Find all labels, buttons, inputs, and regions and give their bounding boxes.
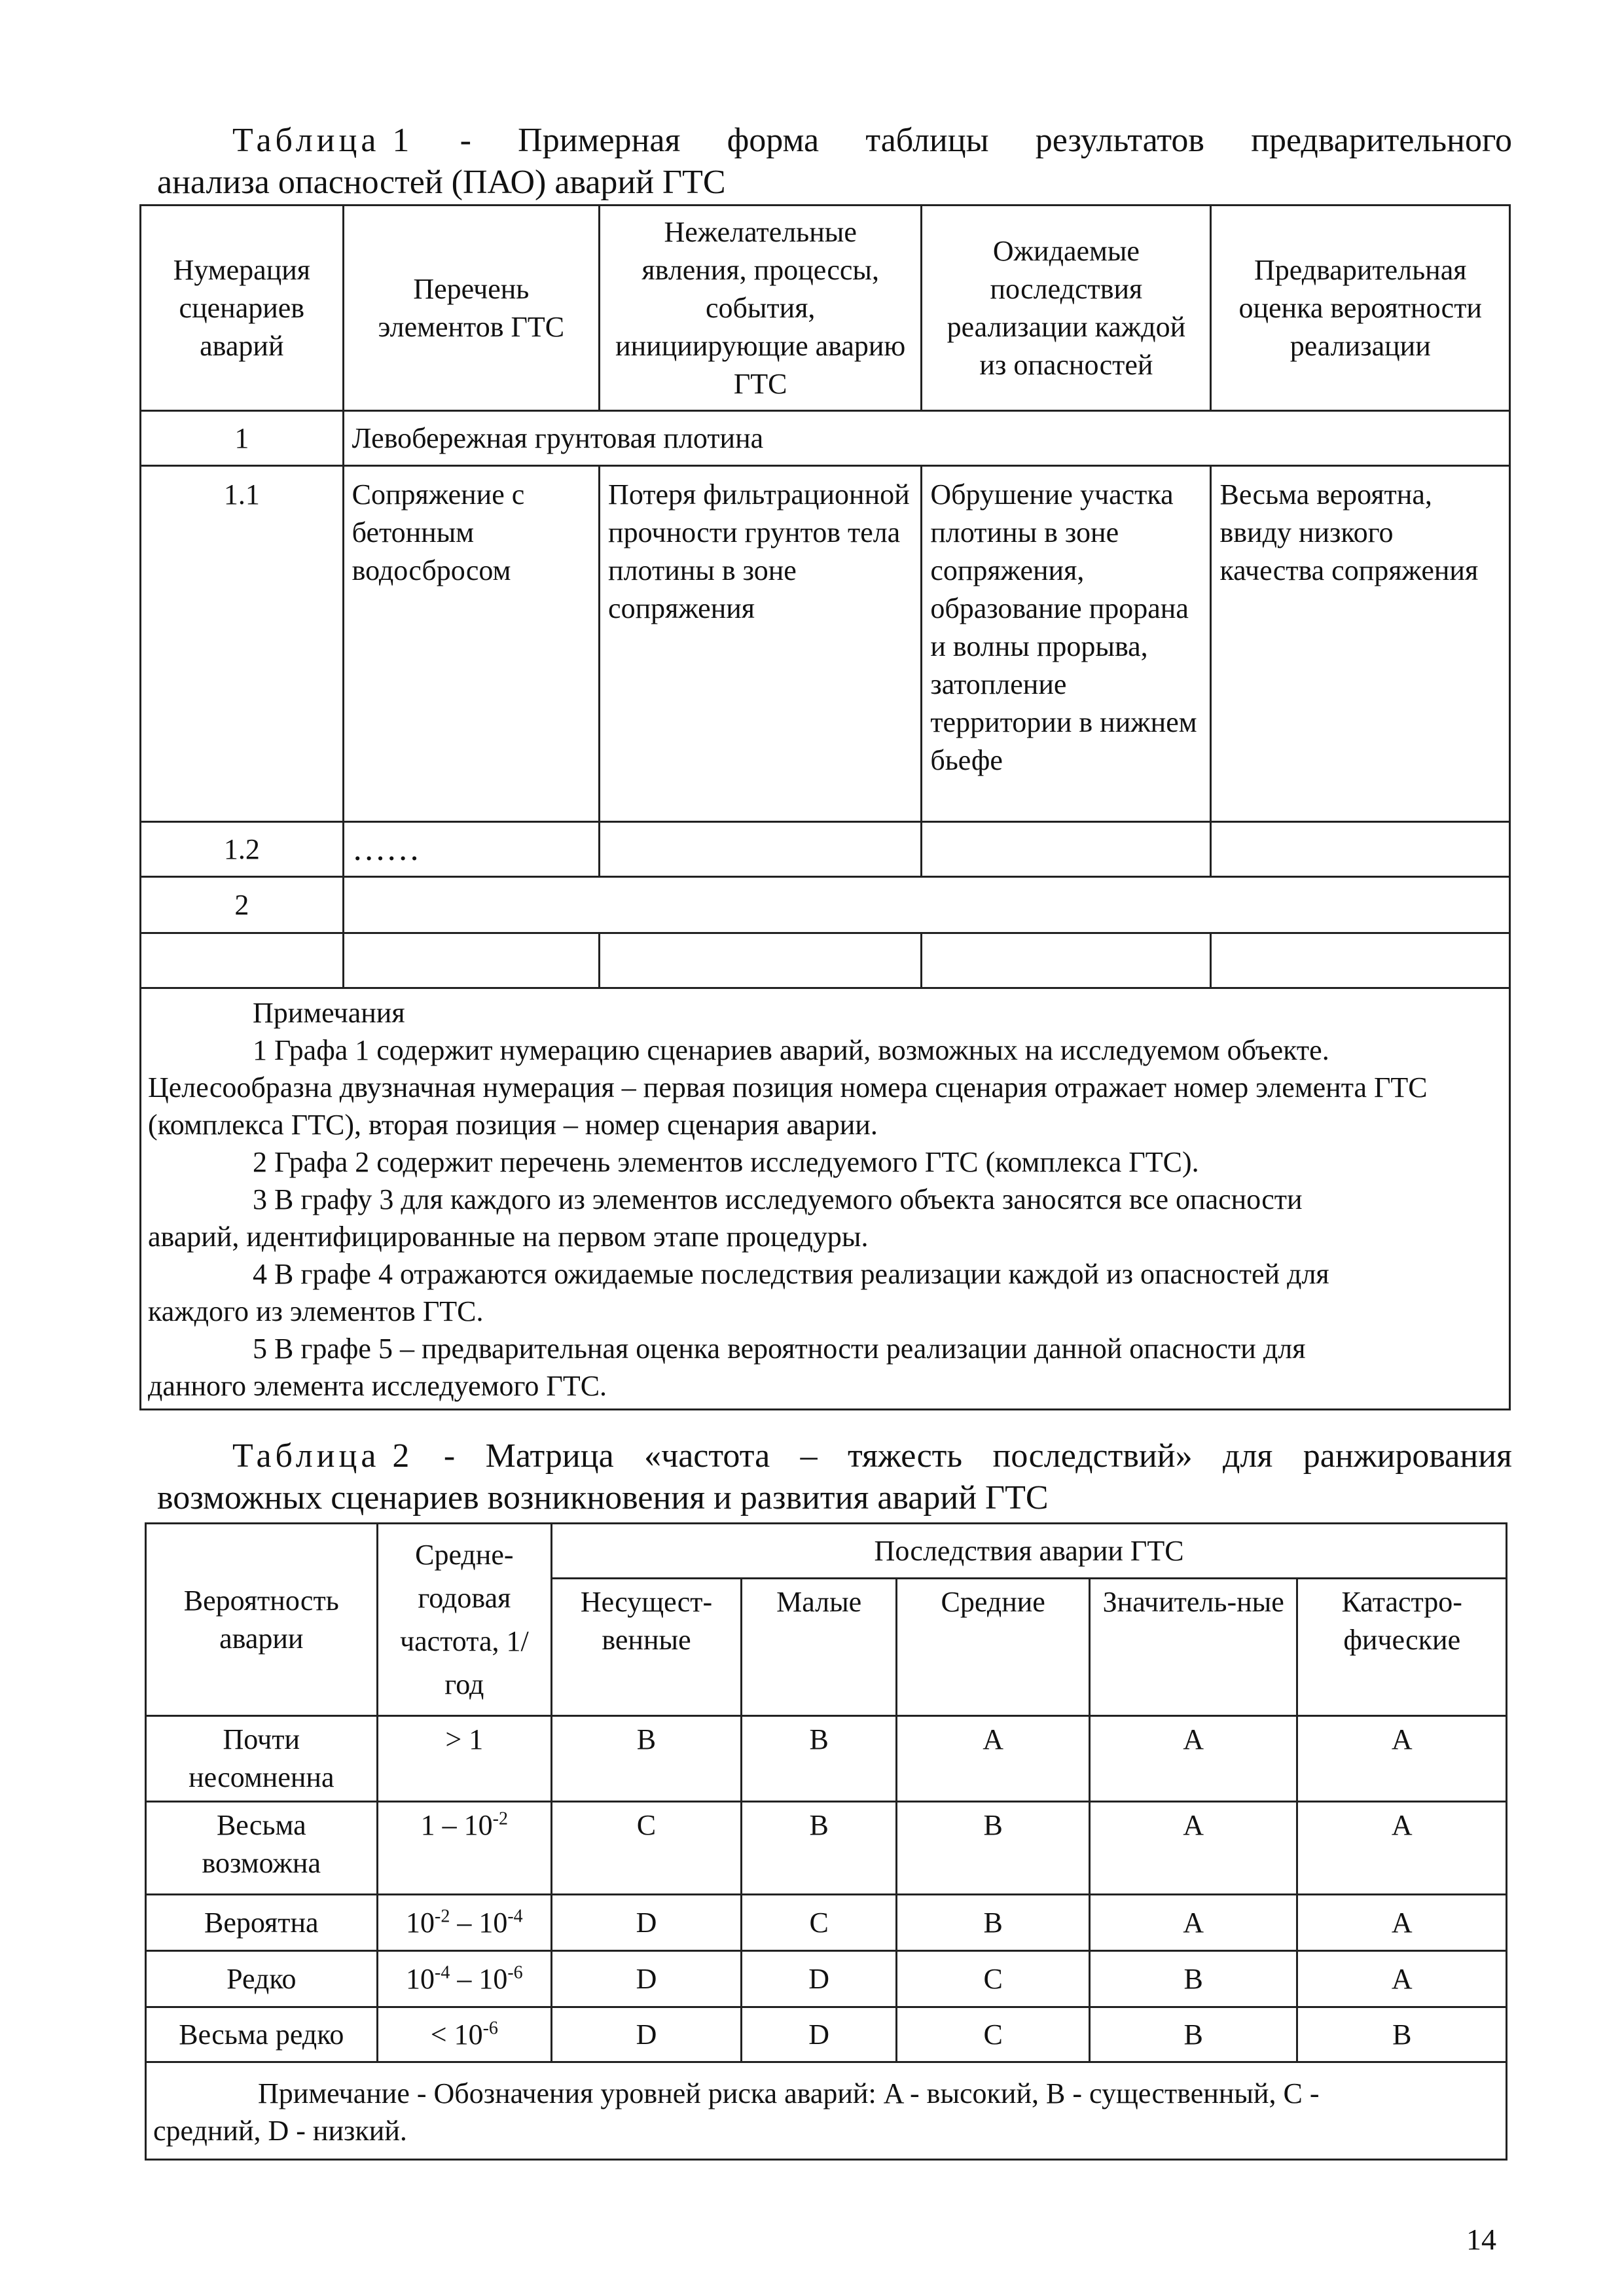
caption-word: - [443, 1437, 456, 1475]
row-number: 1.1 [141, 466, 344, 822]
caption-word: – [800, 1437, 818, 1475]
risk-level-cell: A [1297, 1895, 1507, 1951]
header-cell: Нежелательные явления, процессы, события, инициирующие аварию ГТС [600, 206, 922, 411]
caption-word: Таблица 2 [232, 1437, 414, 1475]
note-item: 3 В графу 3 для каждого из элементов исследуемого объекта заносятся все опасности аварий, идентифицированные на первом этапе процедуры. [148, 1183, 1303, 1253]
risk-level-cell: B [1297, 2007, 1507, 2062]
table-row [141, 466, 1510, 822]
risk-level-cell: C [552, 1802, 742, 1895]
header-cell: Перечень элементов ГТС [343, 206, 599, 411]
risk-level-cell: A [897, 1716, 1089, 1802]
table-cell: Сопряжение с бетонным водосбросом [343, 466, 599, 822]
severity-header: Малые [741, 1579, 897, 1716]
caption-line: анализа опасностей (ПАО) аварий ГТС [157, 164, 726, 201]
table-row [146, 1951, 1507, 2007]
table-cell: …… [343, 822, 599, 877]
table-row [141, 933, 1510, 988]
row-number: 2 [141, 877, 344, 933]
table-row [146, 1802, 1507, 1895]
risk-level-cell: B [897, 1802, 1089, 1895]
header-cell: Вероятность аварии [146, 1524, 378, 1716]
table-cell [922, 822, 1211, 877]
caption-word: Таблица 1 [232, 122, 414, 159]
risk-level-cell: B [552, 1716, 742, 1802]
risk-level-cell: B [741, 1716, 897, 1802]
table-cell [600, 822, 922, 877]
notes-row [141, 988, 1510, 1410]
table-header-row [141, 206, 1510, 411]
caption-word: для [1223, 1437, 1273, 1475]
table-cell [343, 933, 599, 988]
table-cell [1211, 822, 1510, 877]
caption-word: Матрица [485, 1437, 614, 1475]
risk-level-cell: A [1089, 1895, 1297, 1951]
table-header-row [146, 1524, 1507, 1579]
note-item: 5 В графе 5 – предварительная оценка вероятности реализации данной опасности для данного элемента исследуемого ГТС. [148, 1333, 1306, 1402]
probability-cell: Редко [146, 1951, 378, 2007]
hazard-analysis-table [139, 204, 1511, 1410]
caption-word: тяжесть [848, 1437, 963, 1475]
table-cell [1211, 933, 1510, 988]
risk-level-cell: D [552, 2007, 742, 2062]
table-cell: Обрушение участка плотины в зоне сопряжения, образование прорана и волны прорыва, затопление территории в нижнем бьефе [922, 466, 1211, 822]
row-number: 1.2 [141, 822, 344, 877]
notes-cell [146, 2062, 1507, 2160]
table-row [141, 822, 1510, 877]
risk-level-cell: A [1089, 1716, 1297, 1802]
severity-header: Катастро-фические [1297, 1579, 1507, 1716]
severity-header: Значитель-ные [1089, 1579, 1297, 1716]
probability-cell: Весьма возможна [146, 1802, 378, 1895]
caption-word: - [460, 122, 471, 159]
risk-level-cell: C [741, 1895, 897, 1951]
table-cell [600, 933, 922, 988]
table-cell: Потеря фильтрационной прочности грунтов тела плотины в зоне сопряжения [600, 466, 922, 822]
header-cell: Последствия аварии ГТС [552, 1524, 1507, 1579]
header-cell: Предварительная оценка вероятности реализации [1211, 206, 1510, 411]
risk-level-cell: D [552, 1951, 742, 2007]
caption-word: результатов [1035, 122, 1204, 159]
notes-row [146, 2062, 1507, 2160]
note-item: 4 В графе 4 отражаются ожидаемые последствия реализации каждой из опасностей для каждого из элементов ГТС. [148, 1258, 1329, 1327]
table-cell [922, 933, 1211, 988]
risk-level-cell: A [1297, 1716, 1507, 1802]
table-row [146, 1895, 1507, 1951]
table-row [146, 1716, 1507, 1802]
risk-matrix-table [145, 1522, 1507, 2161]
note-item: 1 Графа 1 содержит нумерацию сценариев аварий, возможных на исследуемом объекте. Целесообразна двузначная нумерация – первая позиция номера сценария отражает номер элемента ГТС (комплекса ГТС), вторая позиция – номер сценария аварии. [148, 1034, 1428, 1141]
risk-level-cell: D [741, 2007, 897, 2062]
table-cell: Весьма вероятна, ввиду низкого качества сопряжения [1211, 466, 1510, 822]
page-number: 14 [1466, 2223, 1496, 2256]
risk-level-cell: A [1297, 1802, 1507, 1895]
risk-level-cell: D [552, 1895, 742, 1951]
header-cell: Средне-годовая частота, 1/год [377, 1524, 552, 1716]
risk-level-cell: B [1089, 2007, 1297, 2062]
risk-level-cell: D [741, 1951, 897, 2007]
frequency-cell: $10^{-2} - 10^{-4}$ [377, 1895, 552, 1951]
caption-word: ранжирования [1303, 1437, 1512, 1475]
probability-cell: Почти несомненна [146, 1716, 378, 1802]
header-cell: Ожидаемые последствия реализации каждой из опасностей [922, 206, 1211, 411]
risk-level-cell: B [897, 1895, 1089, 1951]
caption-line: возможных сценариев возникновения и развития аварий ГТС [157, 1479, 1049, 1516]
risk-level-cell: B [1089, 1951, 1297, 2007]
table-row [146, 2007, 1507, 2062]
row-number: 1 [141, 411, 344, 466]
table-row [141, 411, 1510, 466]
note-item: 2 Графа 2 содержит перечень элементов исследуемого ГТС (комплекса ГТС). [253, 1146, 1199, 1178]
notes-title: Примечания [253, 997, 405, 1029]
caption-word: Примерная [518, 122, 681, 159]
risk-level-cell: C [897, 2007, 1089, 2062]
table-row [141, 877, 1510, 933]
frequency-cell: > 1 [377, 1716, 552, 1802]
caption-word: таблицы [865, 122, 989, 159]
table2-caption [157, 1435, 1512, 1519]
caption-word: последствий» [992, 1437, 1193, 1475]
notes-cell [141, 988, 1510, 1410]
element-name: Левобережная грунтовая плотина [343, 411, 1509, 466]
table-cell [141, 933, 344, 988]
note-line: средний, D - низкий. [153, 2115, 407, 2147]
caption-word: «частота [644, 1437, 770, 1475]
caption-word: предварительного [1251, 122, 1512, 159]
table1-caption [157, 120, 1512, 204]
frequency-cell: $10^{-4} - 10^{-6}$ [377, 1951, 552, 2007]
severity-header: Средние [897, 1579, 1089, 1716]
probability-cell: Вероятна [146, 1895, 378, 1951]
risk-level-cell: A [1089, 1802, 1297, 1895]
table-cell [343, 877, 1509, 933]
frequency-cell: < $10^{-6}$ [377, 2007, 552, 2062]
header-cell: Нумерация сценариев аварий [141, 206, 344, 411]
severity-header: Несущест-венные [552, 1579, 742, 1716]
risk-level-cell: C [897, 1951, 1089, 2007]
caption-word: форма [727, 122, 820, 159]
frequency-cell: $1 - 10^{-2}$ [377, 1802, 552, 1895]
risk-level-cell: B [741, 1802, 897, 1895]
note-line: Примечание - Обозначения уровней риска аварий: A - высокий, B - существенный, C - [258, 2077, 1320, 2109]
risk-level-cell: A [1297, 1951, 1507, 2007]
probability-cell: Весьма редко [146, 2007, 378, 2062]
